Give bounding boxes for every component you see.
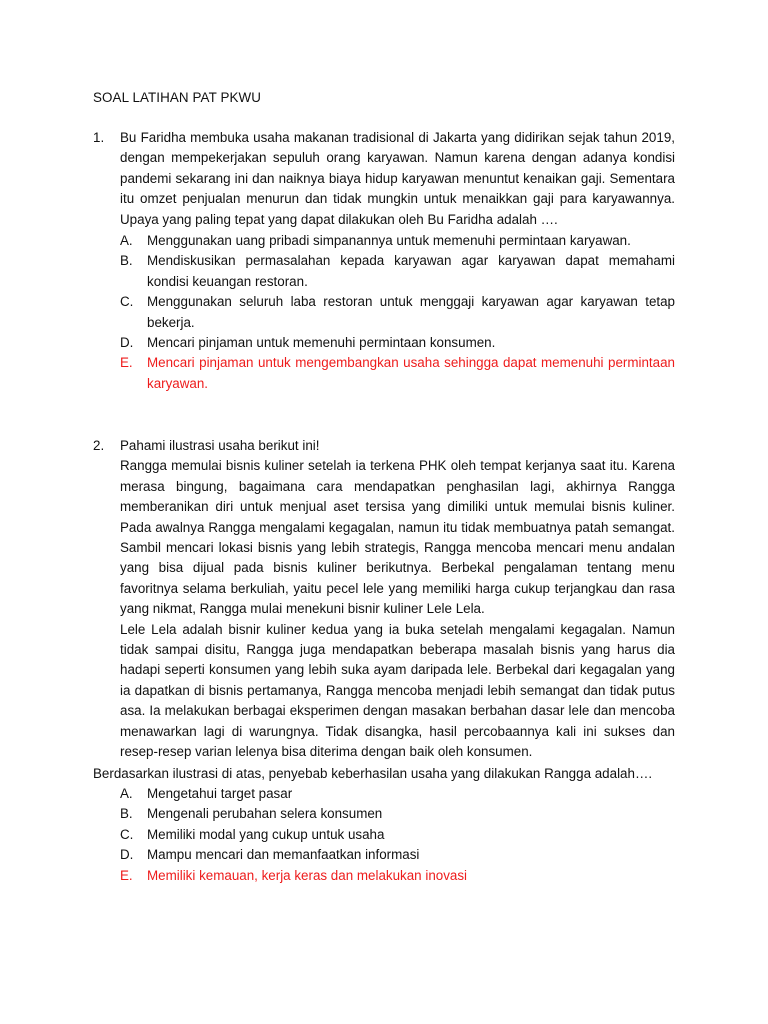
option-letter: E. [120, 867, 133, 883]
option-letter: A. [120, 233, 133, 249]
option-text: Memiliki kemauan, kerja keras dan melakukan inovasi [147, 867, 468, 883]
question-text: Bu Faridha membuka usaha makanan tradisional di Jakarta yang didirikan sejak tahun 2019, dengan mempekerjakan sepuluh orang karyawan. Namun karena dengan adanya kondisi pandemi sekarang ini dan naiknya biaya hidup karyawan menuntut kenaikan gaji. Sementara itu omzet penjualan menurun dan tidak mungkin untuk menaikkan gaji para karyawannya. Upaya yang paling tepat yang dapat dilakukan oleh Bu Faridha adalah …. [120, 130, 675, 227]
option-e-correct-answer [93, 866, 675, 886]
option-letter: D. [120, 335, 134, 351]
question-1 [93, 128, 675, 394]
document-title: SOAL LATIHAN PAT PKWU [93, 90, 262, 105]
option-b [93, 804, 675, 824]
question-intro-text: Pahami ilustrasi usaha berikut ini! [120, 438, 320, 453]
option-c [93, 292, 675, 333]
option-letter: C. [120, 294, 134, 310]
option-text: Memiliki modal yang cukup untuk usaha [147, 826, 385, 842]
option-text: Menggunakan seluruh laba restoran untuk menggaji karyawan agar karyawan tetap bekerja. [147, 294, 675, 330]
option-text: Mengenali perubahan selera konsumen [147, 806, 383, 822]
option-list [93, 231, 675, 394]
option-c [93, 825, 675, 845]
option-letter: C. [120, 826, 134, 842]
illustration-paragraph-1: Rangga memulai bisnis kuliner setelah ia terkena PHK oleh tempat kerjanya saat itu. Karena merasa bingung, bagaimana cara mendapatkan penghasilan lagi, akhirnya Rangga memberanikan diri untuk menjual aset tersisa yang dimiliki untuk memulai bisnis kuliner. Pada awalnya Rangga mengalami kegagalan, namun itu tidak membuatnya patah semangat. Sambil mencari lokasi bisnis yang lebih strategis, Rangga mencoba mencari menu andalan yang bisa dijual pada bisnis kuliner berikutnya. Berbekal pengalaman tentang menu favoritnya selama berkuliah, yaitu pecel lele yang memiliki harga cukup terjangkau dan rasa yang nikmat, Rangga mulai menekuni bisnir kuliner Lele Lela. [120, 458, 675, 617]
question-number: 1. [93, 130, 105, 145]
question-intro [93, 436, 675, 456]
option-list [93, 784, 675, 886]
option-text: Mendiskusikan permasalahan kepada karyawan agar karyawan dapat memahami kondisi keuangan restoran. [147, 253, 675, 289]
option-a [93, 231, 675, 251]
option-letter: B. [120, 806, 133, 822]
option-text: Mencari pinjaman untuk memenuhi permintaan konsumen. [147, 335, 496, 351]
option-text: Mampu mencari dan memanfaatkan informasi [147, 847, 420, 863]
option-d [93, 845, 675, 865]
option-b [93, 251, 675, 292]
question-number: 2. [93, 438, 105, 453]
question-2 [93, 436, 675, 763]
option-text: Menggunakan uang pribadi simpanannya untuk memenuhi permintaan karyawan. [147, 233, 631, 249]
option-a [93, 784, 675, 804]
option-e-correct-answer [93, 353, 675, 394]
option-letter: B. [120, 253, 133, 269]
illustration-paragraph-2: Lele Lela adalah bisnir kuliner kedua yang ia buka setelah mengalami kegagalan. Namun tidak sampai disitu, Rangga juga mendapatkan beberapa masalah bisnis yang harus dia hadapi seperti konsumen yang lebih suka ayam daripada lele. Berbekal dari kegagalan yang ia dapatkan di bisnis pertamanya, Rangga mencoba menjadi lebih semangat dan tidak putus asa. Ia melakukan berbagai eksperimen dengan masakan berbahan dasar lele dan mencoba menawarkan lagi di warungnya. Tidak disangka, hasil percobaannya kali ini sukses dan resep-resep varian lelenya bisa diterima dengan baik oleh konsumen. [120, 621, 675, 760]
option-letter: E. [120, 355, 133, 371]
question-stem [93, 128, 675, 230]
option-d [93, 333, 675, 353]
option-letter: D. [120, 847, 134, 863]
option-letter: A. [120, 786, 133, 801]
option-text: Mengetahui target pasar [147, 786, 293, 801]
question-2-lead: Berdasarkan ilustrasi di atas, penyebab keberhasilan usaha yang dilakukan Rangga adalah…. [93, 766, 653, 781]
option-text: Mencari pinjaman untuk mengembangkan usaha sehingga dapat memenuhi permintaan karyawan. [147, 355, 675, 391]
